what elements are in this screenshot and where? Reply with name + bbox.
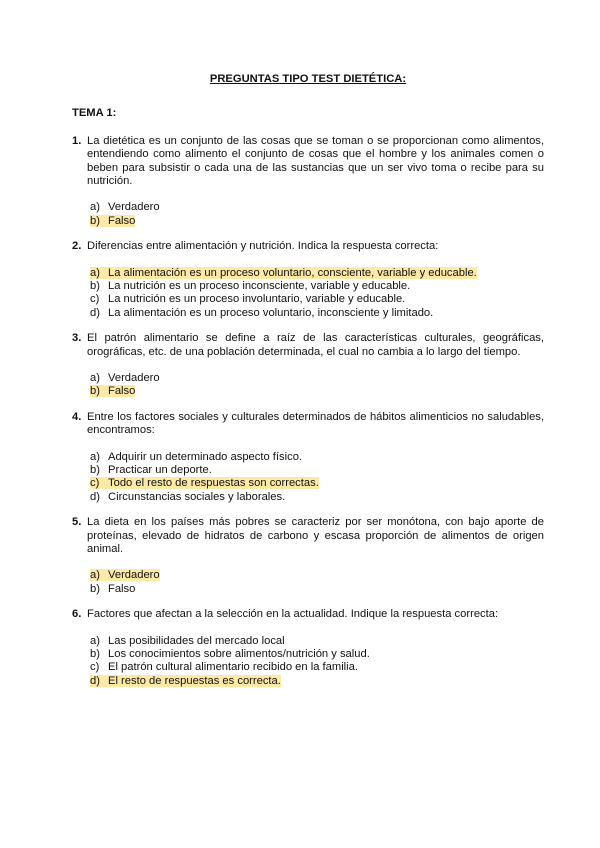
option-letter: b) [90,214,100,227]
answer-option [90,464,544,477]
question-5 [72,516,544,596]
highlight-span [90,267,477,279]
highlight-span [90,201,160,213]
question-text: La dietética es un conjunto de las cosas que se toman o se proporcionan como alimentos, entendiendo como alimento el conjunto de cosas que el hombre y los animales comen o beben para subsistir o cada una de las sustancias que un ser vivo toma o recibe para su nutrición. [87,134,544,188]
question-text: Factores que afectan a la selección en la actualidad. Indique la respuesta correcta: [87,608,499,621]
highlight-span [90,583,135,595]
highlight-span [90,635,285,647]
question-number: 6. [72,608,82,621]
question-3 [72,332,544,399]
answer-option [90,583,544,596]
option-letter: b) [90,463,100,476]
option-letter: b) [90,647,100,660]
highlight-span [90,215,135,227]
highlight-span [90,307,433,319]
option-letter: c) [90,661,100,674]
question-text: Diferencias entre alimentación y nutrición. Indica la respuesta correcta: [87,240,439,253]
document-title: PREGUNTAS TIPO TEST DIETÉTICA: [209,73,407,85]
answer-options [72,451,544,505]
option-text: Falso [108,214,136,227]
answer-options [72,569,544,596]
question-number: 5. [72,516,82,529]
question-4 [72,411,544,504]
option-text: Las posibilidades del mercado local [108,634,285,647]
highlight-span [90,648,370,660]
option-text: La nutrición es un proceso inconsciente, variable y educable. [108,280,411,293]
answer-option-correct [90,385,544,398]
answer-option-correct [90,215,544,228]
option-text: Adquirir un determinado aspecto físico. [108,450,303,463]
answer-options [72,201,544,228]
answer-option [90,648,544,661]
question-number: 4. [72,410,82,423]
option-letter: a) [90,266,100,279]
option-letter: a) [90,569,100,582]
option-letter: a) [90,634,100,647]
option-letter: b) [90,582,100,595]
highlight-span [90,675,281,687]
highlight-span [90,569,160,581]
answer-option-correct [90,675,544,688]
answer-option [90,307,544,320]
question-number: 2. [72,240,82,253]
answer-option-correct [90,569,544,582]
option-text: La alimentación es un proceso voluntario, consciente, variable y educable. [108,266,477,279]
question-1 [72,135,544,228]
highlight-span [90,293,405,305]
option-text: Todo el resto de respuestas son correctas. [108,477,319,490]
option-letter: a) [90,372,100,384]
answer-option-correct [90,267,544,280]
option-text: La nutrición es un proceso involuntario, variable y educable. [108,293,406,306]
question-number: 3. [72,332,82,345]
option-text: Falso [108,385,136,398]
highlight-span [90,464,212,476]
answer-option-correct [90,477,544,490]
highlight-span [90,451,302,463]
answer-option [90,451,544,464]
highlight-span [90,661,358,673]
answer-option [90,661,544,674]
option-text: Falso [108,582,136,595]
option-letter: d) [90,306,100,319]
option-letter: b) [90,385,100,398]
option-letter: d) [90,674,100,687]
section-heading: TEMA 1: [72,107,117,120]
option-text: La alimentación es un proceso voluntario, inconsciente y limitado. [108,306,434,319]
answer-option [90,293,544,306]
option-letter: a) [90,450,100,463]
option-text: Verdadero [108,201,160,214]
option-text: Practicar un deporte. [108,463,212,476]
option-text: Circunstancias sociales y laborales. [108,490,286,503]
highlight-span [90,385,135,397]
option-letter: d) [90,490,100,503]
highlight-span [90,491,285,503]
answer-option [90,491,544,504]
answer-option [90,372,544,385]
option-text: El resto de respuestas es correcta. [108,674,281,687]
highlight-span [90,280,410,292]
highlight-span [90,372,160,384]
option-text: Los conocimientos sobre alimentos/nutrición y salud. [108,647,370,660]
answer-options [72,267,544,321]
question-text: La dieta en los países más pobres se caracteriz por ser monótona, con bajo aporte de proteínas, elevado de hidratos de carbono y escasa proporción de alimentos de origen animal. [87,516,544,555]
option-text: Verdadero [108,569,160,582]
option-text: El patrón cultural alimentario recibido en la familia. [108,661,358,674]
question-6 [72,608,544,688]
option-letter: c) [90,477,100,490]
question-text: El patrón alimentario se define a raíz de las características culturales, geográficas, orográficas, etc. de una población determinada, el cual no cambia a lo largo del tiempo. [87,332,544,358]
option-letter: b) [90,280,100,293]
answer-option [90,201,544,214]
answer-options [72,635,544,689]
option-letter: c) [90,293,100,306]
answer-option [90,635,544,648]
answer-options [72,372,544,399]
option-letter: a) [90,201,100,214]
answer-option [90,280,544,293]
option-text: Verdadero [108,372,160,384]
question-2 [72,240,544,320]
highlight-span [90,477,319,489]
question-text: Entre los factores sociales y culturales determinados de hábitos alimenticios no saludables, encontramos: [87,410,544,437]
question-number: 1. [72,134,82,147]
